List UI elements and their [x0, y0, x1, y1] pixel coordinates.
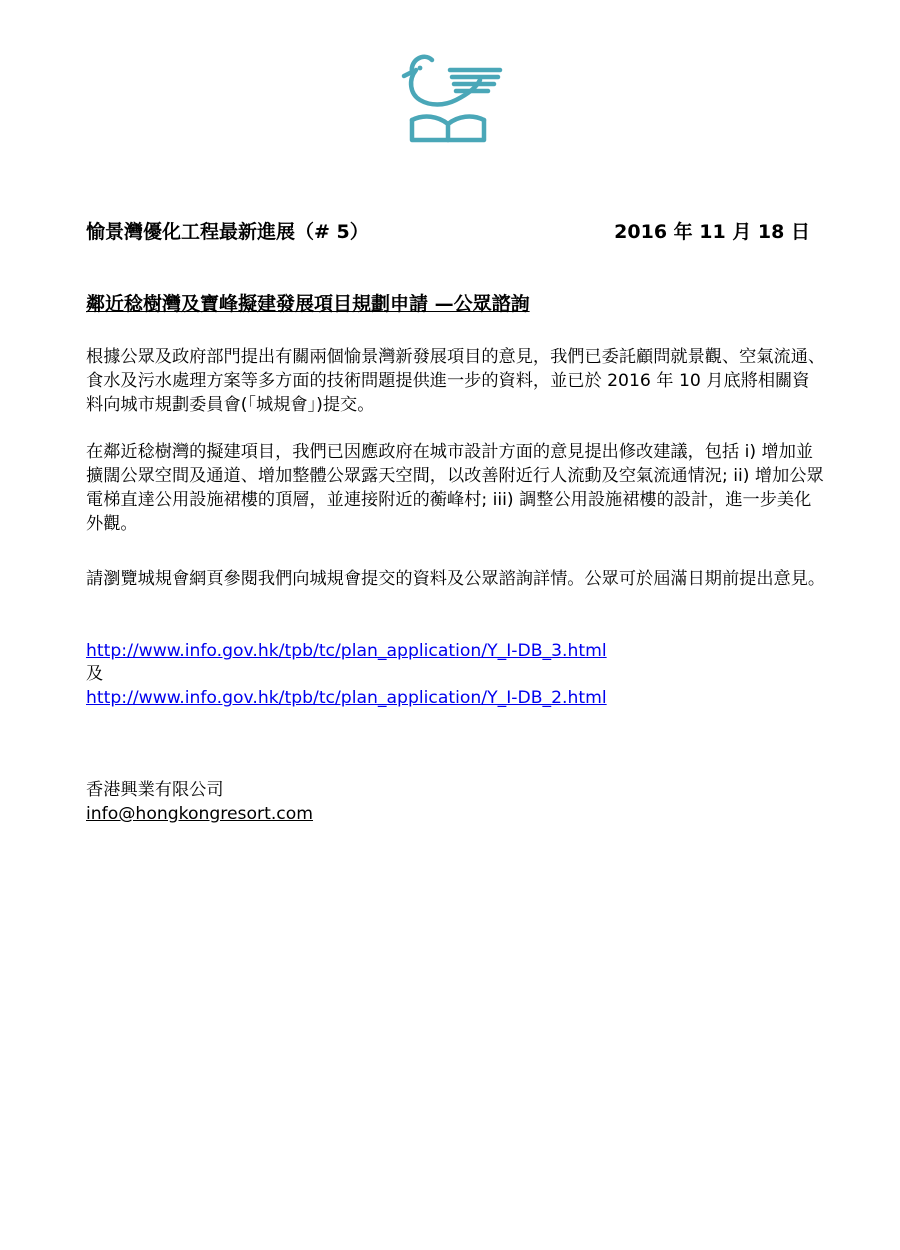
conjunction-text: 及	[86, 664, 104, 684]
document-title: 愉景灣優化工程最新進展（# 5）	[86, 221, 369, 243]
document-date: 2016 年 11 月 18 日	[614, 221, 810, 243]
paragraph-2: 在鄰近稔樹灣的擬建項目，我們已因應政府在城市設計方面的意見提出修改建議，包括 i) 增加並擴闊公眾空間及通道、增加整體公眾露天空間，以改善附近行人流動及空氣流通情況; ii) 增加公眾電梯直達公用設施裙樓的頂層，並連接附近的蘅峰村; iii) 調整公用設施裙樓的設計，進一步美化外觀。	[86, 442, 824, 534]
paragraph-1: 根據公眾及政府部門提出有關兩個愉景灣新發展項目的意見，我們已委託顧問就景觀、空氣流通、食水及污水處理方案等多方面的技術問題提供進一步的資料，並已於 2016 年 10 月底將相關資料向城市規劃委員會(「城規會」)提交。	[86, 347, 826, 415]
company-name: 香港興業有限公司	[86, 780, 224, 800]
contact-email-link[interactable]: info@hongkongresort.com	[86, 804, 314, 824]
link-line-1	[86, 639, 607, 663]
link-line-2	[86, 686, 607, 710]
tpb-application-link-2[interactable]: http://www.info.gov.hk/tpb/tc/plan_application/Y_I-DB_2.html	[86, 688, 607, 708]
subject-heading: 鄰近稔樹灣及寶峰擬建發展項目規劃申請 —公眾諮詢	[86, 293, 530, 315]
dove-book-logo-icon	[398, 50, 504, 146]
header	[86, 218, 810, 246]
paragraph-3: 請瀏覽城規會網頁參閱我們向城規會提交的資料及公眾諮詢詳情。公眾可於屆滿日期前提出意見。	[86, 569, 826, 589]
tpb-application-link-3[interactable]: http://www.info.gov.hk/tpb/tc/plan_application/Y_I-DB_3.html	[86, 641, 607, 661]
